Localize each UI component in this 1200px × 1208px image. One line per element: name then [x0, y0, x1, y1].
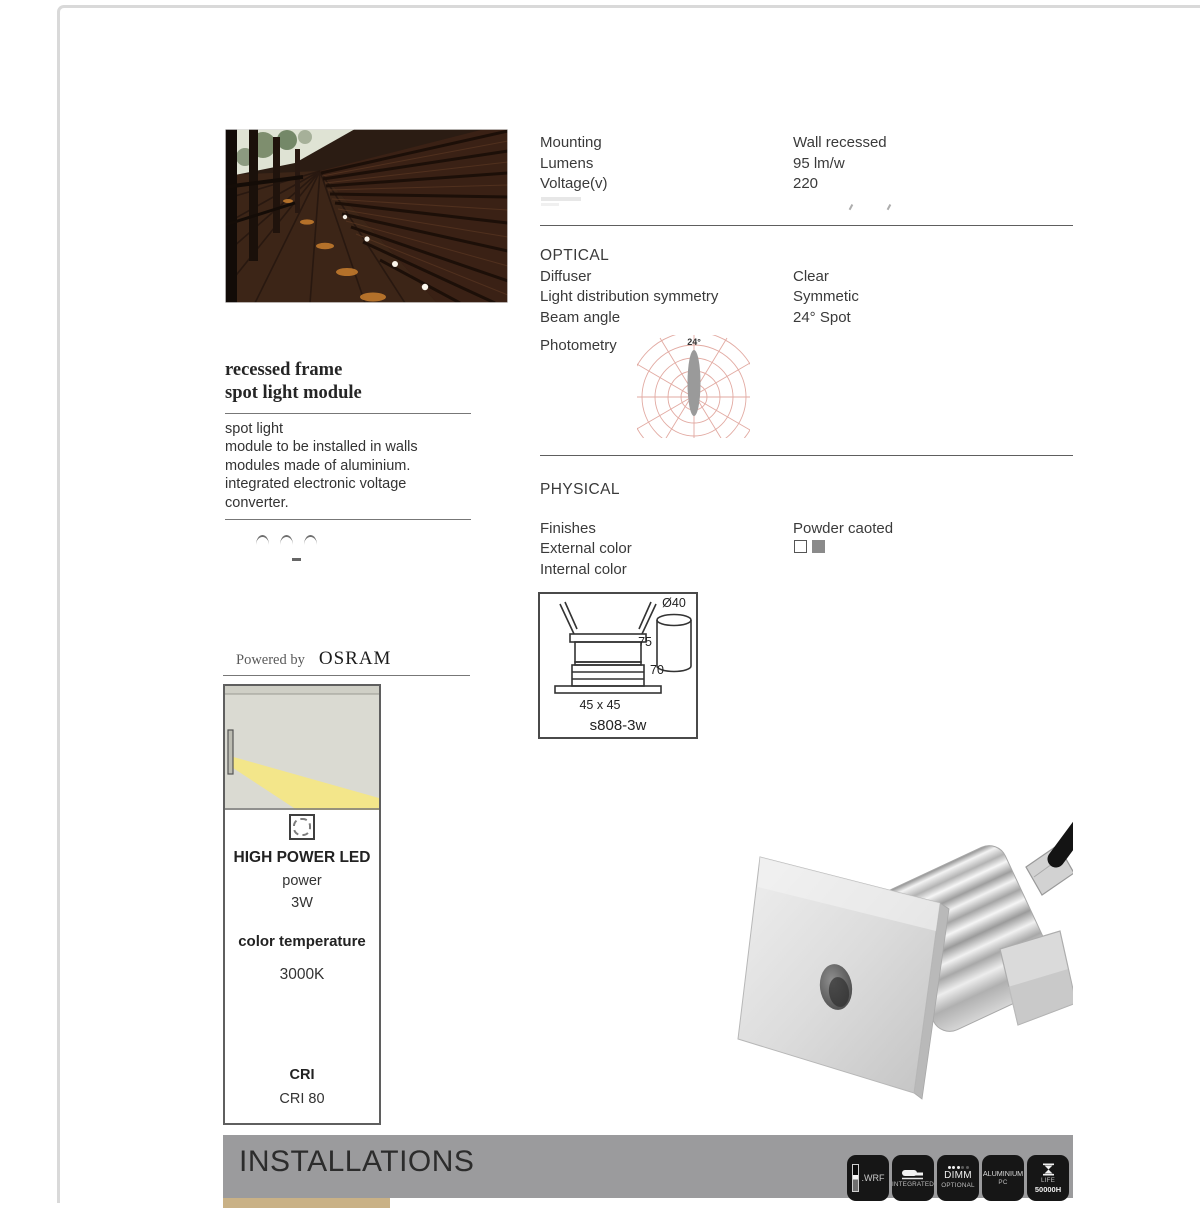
dim-diameter-label: Ø40: [662, 596, 686, 610]
brand-name: OSRAM: [318, 648, 392, 669]
badge-integrated: [892, 1155, 934, 1201]
spec-label: Internal color: [540, 561, 627, 578]
badge-label: .WRF: [861, 1173, 885, 1183]
badge-sublabel: PC: [998, 1178, 1008, 1186]
divider: [225, 413, 471, 414]
spec-label: Finishes: [540, 520, 596, 537]
photometry-angle-label: 24°: [687, 337, 701, 347]
photometry-label: Photometry: [540, 337, 617, 354]
powered-by-label: Powered by: [236, 652, 305, 668]
spec-row-beam-angle: [540, 309, 1075, 329]
spec-label: Beam angle: [540, 309, 621, 326]
spec-row-mounting: [540, 134, 1075, 154]
faded-text-remnant: [541, 197, 581, 201]
led-heading: HIGH POWER LED: [233, 849, 371, 866]
color-temp-label: color temperature: [238, 933, 366, 950]
boardwalk-photo: [225, 129, 508, 303]
recessed-bar-icon: [852, 1164, 859, 1192]
badge-dimm: [937, 1155, 979, 1201]
installations-heading: INSTALLATIONS: [239, 1145, 475, 1178]
badge-label: INTEGRATED: [891, 1180, 935, 1188]
spec-label: Light distribution symmetry: [540, 288, 719, 305]
datasheet-page: [57, 5, 1200, 1203]
cri-value: CRI 80: [279, 1091, 325, 1107]
cri-label: CRI: [289, 1067, 315, 1083]
spec-label: Lumens: [540, 155, 594, 172]
dimension-drawing: [538, 592, 698, 739]
power-value: 3W: [291, 895, 313, 911]
badge-label: DIMM: [944, 1170, 972, 1181]
spec-row-finishes: [540, 520, 1075, 540]
color-swatch-gray: [812, 540, 825, 553]
faded-text-remnant: [541, 203, 559, 206]
badge-wrf: [847, 1155, 889, 1201]
led-module-icon: [289, 814, 315, 840]
dim-height-label: 75: [638, 635, 652, 649]
divider: [540, 225, 1073, 226]
badge-life: [1027, 1155, 1069, 1201]
power-label: power: [282, 873, 322, 889]
color-swatch-white: [794, 540, 807, 553]
photometry-chart: [637, 335, 750, 438]
faded-glyph: [292, 558, 301, 561]
spec-label: Voltage(v): [540, 175, 608, 192]
spec-label: External color: [540, 540, 632, 557]
badge-aluminium: [982, 1155, 1024, 1201]
spec-row-symmetry: [540, 288, 1075, 308]
spec-value: 24° Spot: [793, 309, 851, 326]
product-photo: [708, 791, 1073, 1129]
powered-by: [236, 648, 391, 670]
spec-row-lumens: [540, 155, 1075, 175]
faded-glyph: [256, 535, 269, 545]
badge-sublabel: 50000H: [1034, 1184, 1062, 1194]
dimmer-dots-icon: [948, 1166, 969, 1169]
spec-row-diffuser: [540, 268, 1075, 288]
product-description: spot light module to be installed in walls modules made of aluminium. integrated electronic voltage converter.: [225, 421, 418, 511]
divider: [225, 519, 471, 520]
dim-face-label: 45 x 45: [579, 698, 621, 712]
beam-illustration: [225, 686, 379, 810]
spec-row-internal-color: [540, 561, 1075, 581]
spec-value: 95 lm/w: [793, 155, 845, 172]
spec-row-external-color: [540, 540, 1075, 560]
spec-row-voltage: [540, 175, 1075, 195]
divider: [540, 455, 1073, 456]
spec-value: Powder caoted: [793, 520, 894, 537]
badge-sublabel: OPTIONAL: [941, 1182, 975, 1189]
color-temp-value: 3000K: [279, 966, 325, 983]
dim-depth-label: 70: [650, 663, 664, 677]
model-label: s808-3w: [589, 717, 647, 734]
spec-label: Diffuser: [540, 268, 592, 285]
spec-value: Clear: [793, 268, 829, 285]
led-spec-panel: [223, 684, 381, 1125]
spec-value: Wall recessed: [793, 134, 887, 151]
feature-badges: [847, 1155, 1069, 1201]
driver-icon: [901, 1168, 925, 1180]
faded-glyph: [280, 535, 293, 545]
power-cable: [1056, 813, 1073, 859]
spec-value: 220: [793, 175, 819, 192]
faded-mark: [887, 204, 891, 210]
product-title: recessed frame spot light module: [225, 360, 362, 403]
optical-heading: OPTICAL: [540, 247, 610, 264]
badge-label: ALUMINIUM: [982, 1168, 1024, 1178]
faded-mark: [849, 204, 853, 210]
spec-value: Symmetic: [793, 288, 859, 305]
faded-glyph: [304, 535, 317, 545]
hourglass-icon: [1042, 1163, 1055, 1176]
divider: [223, 675, 470, 676]
spec-label: Mounting: [540, 134, 602, 151]
installations-bar: [223, 1135, 1073, 1198]
physical-heading: PHYSICAL: [540, 481, 620, 498]
badge-label: LIFE: [1040, 1176, 1056, 1184]
